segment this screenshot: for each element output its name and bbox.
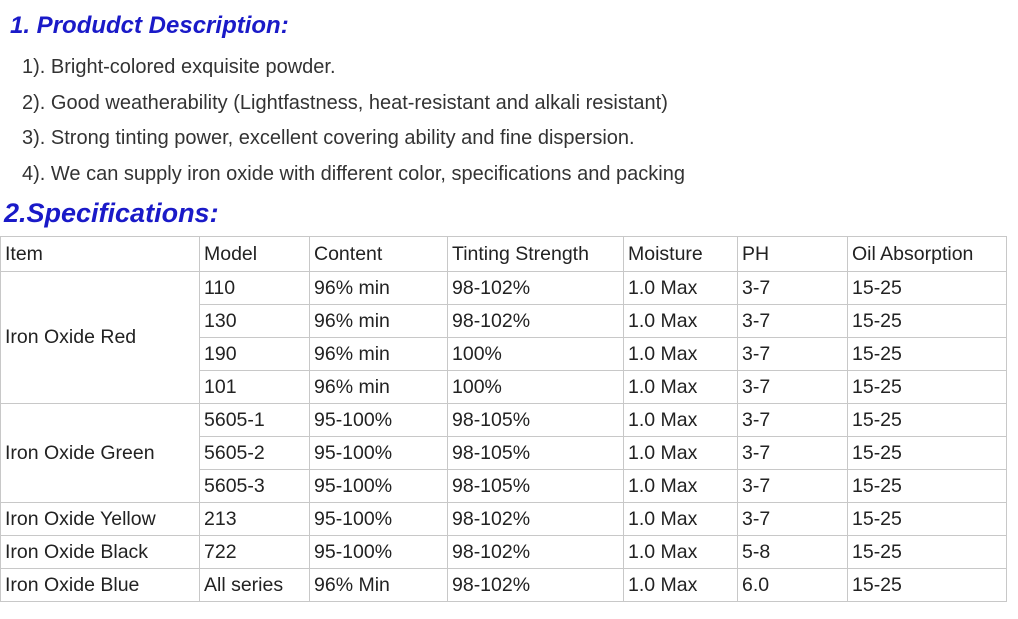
table-row	[1, 503, 1007, 536]
table-cell: 1.0 Max	[624, 404, 738, 437]
table-row	[1, 569, 1007, 602]
table-cell: 96% min	[310, 338, 448, 371]
table-cell: 15-25	[848, 437, 1007, 470]
description-item: 2). Good weatherability (Lightfastness, heat-resistant and alkali resistant)	[22, 91, 668, 114]
table-cell: 15-25	[848, 503, 1007, 536]
table-cell: 5605-1	[200, 404, 310, 437]
section-title-description: 1. Produdct Description:	[10, 12, 289, 39]
table-cell: 15-25	[848, 305, 1007, 338]
table-row	[1, 272, 1007, 305]
table-cell: 1.0 Max	[624, 470, 738, 503]
table-cell: 1.0 Max	[624, 272, 738, 305]
table-cell: 98-105%	[448, 404, 624, 437]
table-cell: 3-7	[738, 338, 848, 371]
table-cell: 15-25	[848, 338, 1007, 371]
table-cell: 1.0 Max	[624, 305, 738, 338]
description-item: 4). We can supply iron oxide with different color, specifications and packing	[22, 162, 685, 185]
table-cell: 15-25	[848, 470, 1007, 503]
table-cell: 95-100%	[310, 437, 448, 470]
table-cell: 15-25	[848, 272, 1007, 305]
table-cell: 15-25	[848, 404, 1007, 437]
section-title-specifications: 2.Specifications:	[4, 198, 219, 228]
table-cell: 95-100%	[310, 536, 448, 569]
table-cell: 98-102%	[448, 536, 624, 569]
table-cell: 1.0 Max	[624, 338, 738, 371]
table-cell: 190	[200, 338, 310, 371]
table-cell: 15-25	[848, 371, 1007, 404]
table-cell: 96% Min	[310, 569, 448, 602]
table-cell: 100%	[448, 371, 624, 404]
table-cell: 96% min	[310, 371, 448, 404]
table-cell: 98-105%	[448, 437, 624, 470]
table-row	[1, 404, 1007, 437]
table-cell: 6.0	[738, 569, 848, 602]
column-header: Oil Absorption	[848, 237, 1007, 272]
column-header: PH	[738, 237, 848, 272]
item-name-cell: Iron Oxide Yellow	[1, 503, 200, 536]
table-cell: 1.0 Max	[624, 569, 738, 602]
table-cell: 3-7	[738, 371, 848, 404]
table-cell: 96% min	[310, 272, 448, 305]
description-list	[22, 50, 685, 192]
table-cell: 722	[200, 536, 310, 569]
table-cell: 5605-3	[200, 470, 310, 503]
table-cell: 213	[200, 503, 310, 536]
table-cell: 130	[200, 305, 310, 338]
table-cell: 3-7	[738, 272, 848, 305]
table-cell: 3-7	[738, 437, 848, 470]
table-cell: 95-100%	[310, 470, 448, 503]
table-cell: 1.0 Max	[624, 371, 738, 404]
table-cell: 98-102%	[448, 503, 624, 536]
table-cell: 1.0 Max	[624, 503, 738, 536]
description-item: 3). Strong tinting power, excellent covering ability and fine dispersion.	[22, 127, 635, 149]
table-cell: 98-105%	[448, 470, 624, 503]
column-header: Model	[200, 237, 310, 272]
table-cell: 98-102%	[448, 569, 624, 602]
table-cell: 1.0 Max	[624, 536, 738, 569]
column-header: Content	[310, 237, 448, 272]
table-cell: 110	[200, 272, 310, 305]
item-name-cell: Iron Oxide Blue	[1, 569, 200, 602]
table-cell: All series	[200, 569, 310, 602]
description-item: 1). Bright-colored exquisite powder.	[22, 56, 336, 78]
table-cell: 5605-2	[200, 437, 310, 470]
table-header-row	[1, 237, 1007, 272]
item-name-cell: Iron Oxide Black	[1, 536, 200, 569]
specifications-table	[0, 236, 1007, 602]
table-row	[1, 536, 1007, 569]
column-header: Item	[1, 237, 200, 272]
column-header: Moisture	[624, 237, 738, 272]
table-cell: 98-102%	[448, 272, 624, 305]
column-header: Tinting Strength	[448, 237, 624, 272]
table-cell: 96% min	[310, 305, 448, 338]
table-cell: 100%	[448, 338, 624, 371]
table-cell: 3-7	[738, 503, 848, 536]
item-name-cell: Iron Oxide Green	[1, 404, 200, 503]
table-cell: 101	[200, 371, 310, 404]
table-cell: 1.0 Max	[624, 437, 738, 470]
table-cell: 98-102%	[448, 305, 624, 338]
table-cell: 15-25	[848, 536, 1007, 569]
table-cell: 3-7	[738, 305, 848, 338]
table-cell: 5-8	[738, 536, 848, 569]
table-cell: 95-100%	[310, 404, 448, 437]
item-name-cell: Iron Oxide Red	[1, 272, 200, 404]
table-cell: 15-25	[848, 569, 1007, 602]
table-cell: 3-7	[738, 404, 848, 437]
table-cell: 3-7	[738, 470, 848, 503]
table-cell: 95-100%	[310, 503, 448, 536]
